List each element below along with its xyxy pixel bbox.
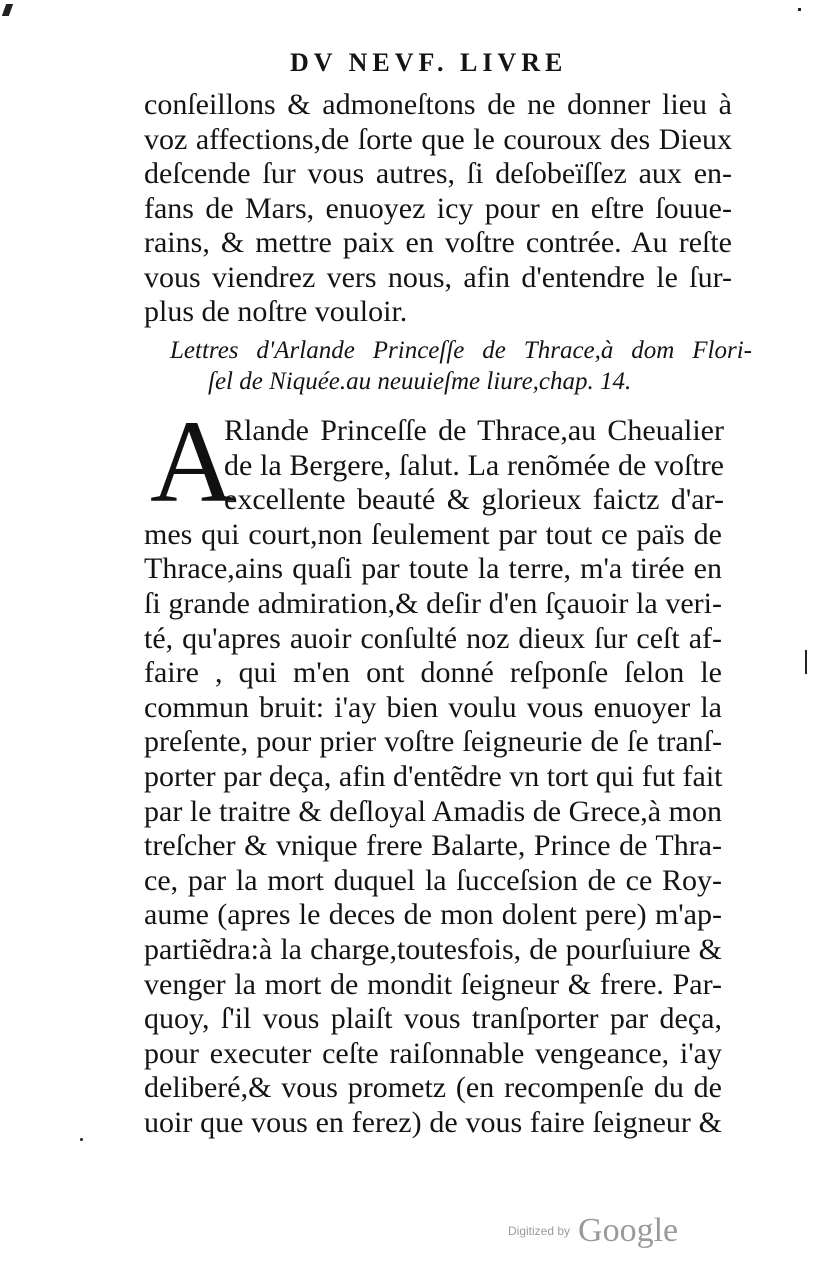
text-line: voz affections,de ſorte que le couroux des Dieux [144,122,732,156]
letter-line: excellente beauté & glorieux faictz d'ar- [224,483,724,517]
letter-line: faire , qui m'en ont donné reſponſe ſelon le [144,656,722,690]
letter-line: venger la mort de mondit ſeigneur & frere. Par- [144,967,722,1001]
letter-line: mes qui court,non ſeulement par tout ce païs de [144,517,722,551]
rubric-line: Lettres d'Arlande Princeſſe de Thrace,à dom Flori- [170,337,752,364]
letter-line: quoy, ſ'il vous plaiſt vous tranſporter par deça, [144,1002,722,1036]
letter-line: commun bruit: i'ay bien voulu vous enuoyer la [144,690,722,724]
letter-line: de la Bergere, ſalut. La renõmée de voſtre [224,448,724,482]
letter-line: Rlande Princeſſe de Thrace,au Cheualier [224,414,724,447]
margin-mark [80,1138,83,1141]
letter-line: ce, par la mort duquel la ſucceſsion de ce Roy- [144,863,722,897]
letter-line: par le traitre & deſloyal Amadis de Grece,à mon [144,794,722,828]
letter-line: pour executer ceſte raiſonnable vengeance, i'ay [144,1036,722,1070]
edge-mark [798,8,801,11]
letter-line: preſente, pour prier voſtre ſeigneurie de ſe tranſ- [144,725,722,759]
rubric-line: ſel de Niquée.au neuuieſme liure,chap. 14. [208,368,632,395]
letter-line: partiẽdra:à la charge,toutesfois, de pourſuiure & [144,933,722,966]
letter-line: Thrace,ains quaſi par toute la terre, m'a tirée en [144,552,722,586]
text-line: conſeillons & admoneſtons de ne donner lieu à [144,88,732,121]
letter-line: té, qu'apres auoir conſulté noz dieux ſur ceſt af- [144,621,722,655]
google-logo: Google [578,1212,679,1249]
drop-cap: A [150,396,236,527]
letter-line: porter par deça, afin d'entẽdre vn tort qui fut fait [144,760,723,793]
text-line: fans de Mars, enuoyez icy pour en eſtre ſouue- [144,191,732,225]
text-line: vous viendrez vers nous, afin d'entendre le ſur- [144,260,732,294]
digitized-watermark [508,1212,678,1250]
letter-line: aume (apres le deces de mon dolent pere) m'ap- [144,898,722,932]
corner-mark [2,4,13,16]
letter-line: uoir que vous en ferez) de vous faire ſeigneur & [144,1106,722,1139]
watermark-prefix: Digitized by [508,1224,571,1238]
text-line: deſcende ſur vous autres, ſi deſobeïſſez aux en- [144,157,732,190]
text-line: rains, & mettre paix en voſtre contrée. Au reſte [144,226,732,259]
text-line: plus de noſtre vouloir. [144,295,408,328]
running-header: DV NEVF. LIVRE [290,48,568,77]
letter-line: ſi grande admiration,& deſir d'en ſçauoir la veri- [144,587,722,620]
margin-mark [805,650,807,674]
letter-line: treſcher & vnique frere Balarte, Prince de Thra- [144,829,722,863]
letter-line: deliberé,& vous prometz (en recompenſe du de [144,1071,722,1105]
